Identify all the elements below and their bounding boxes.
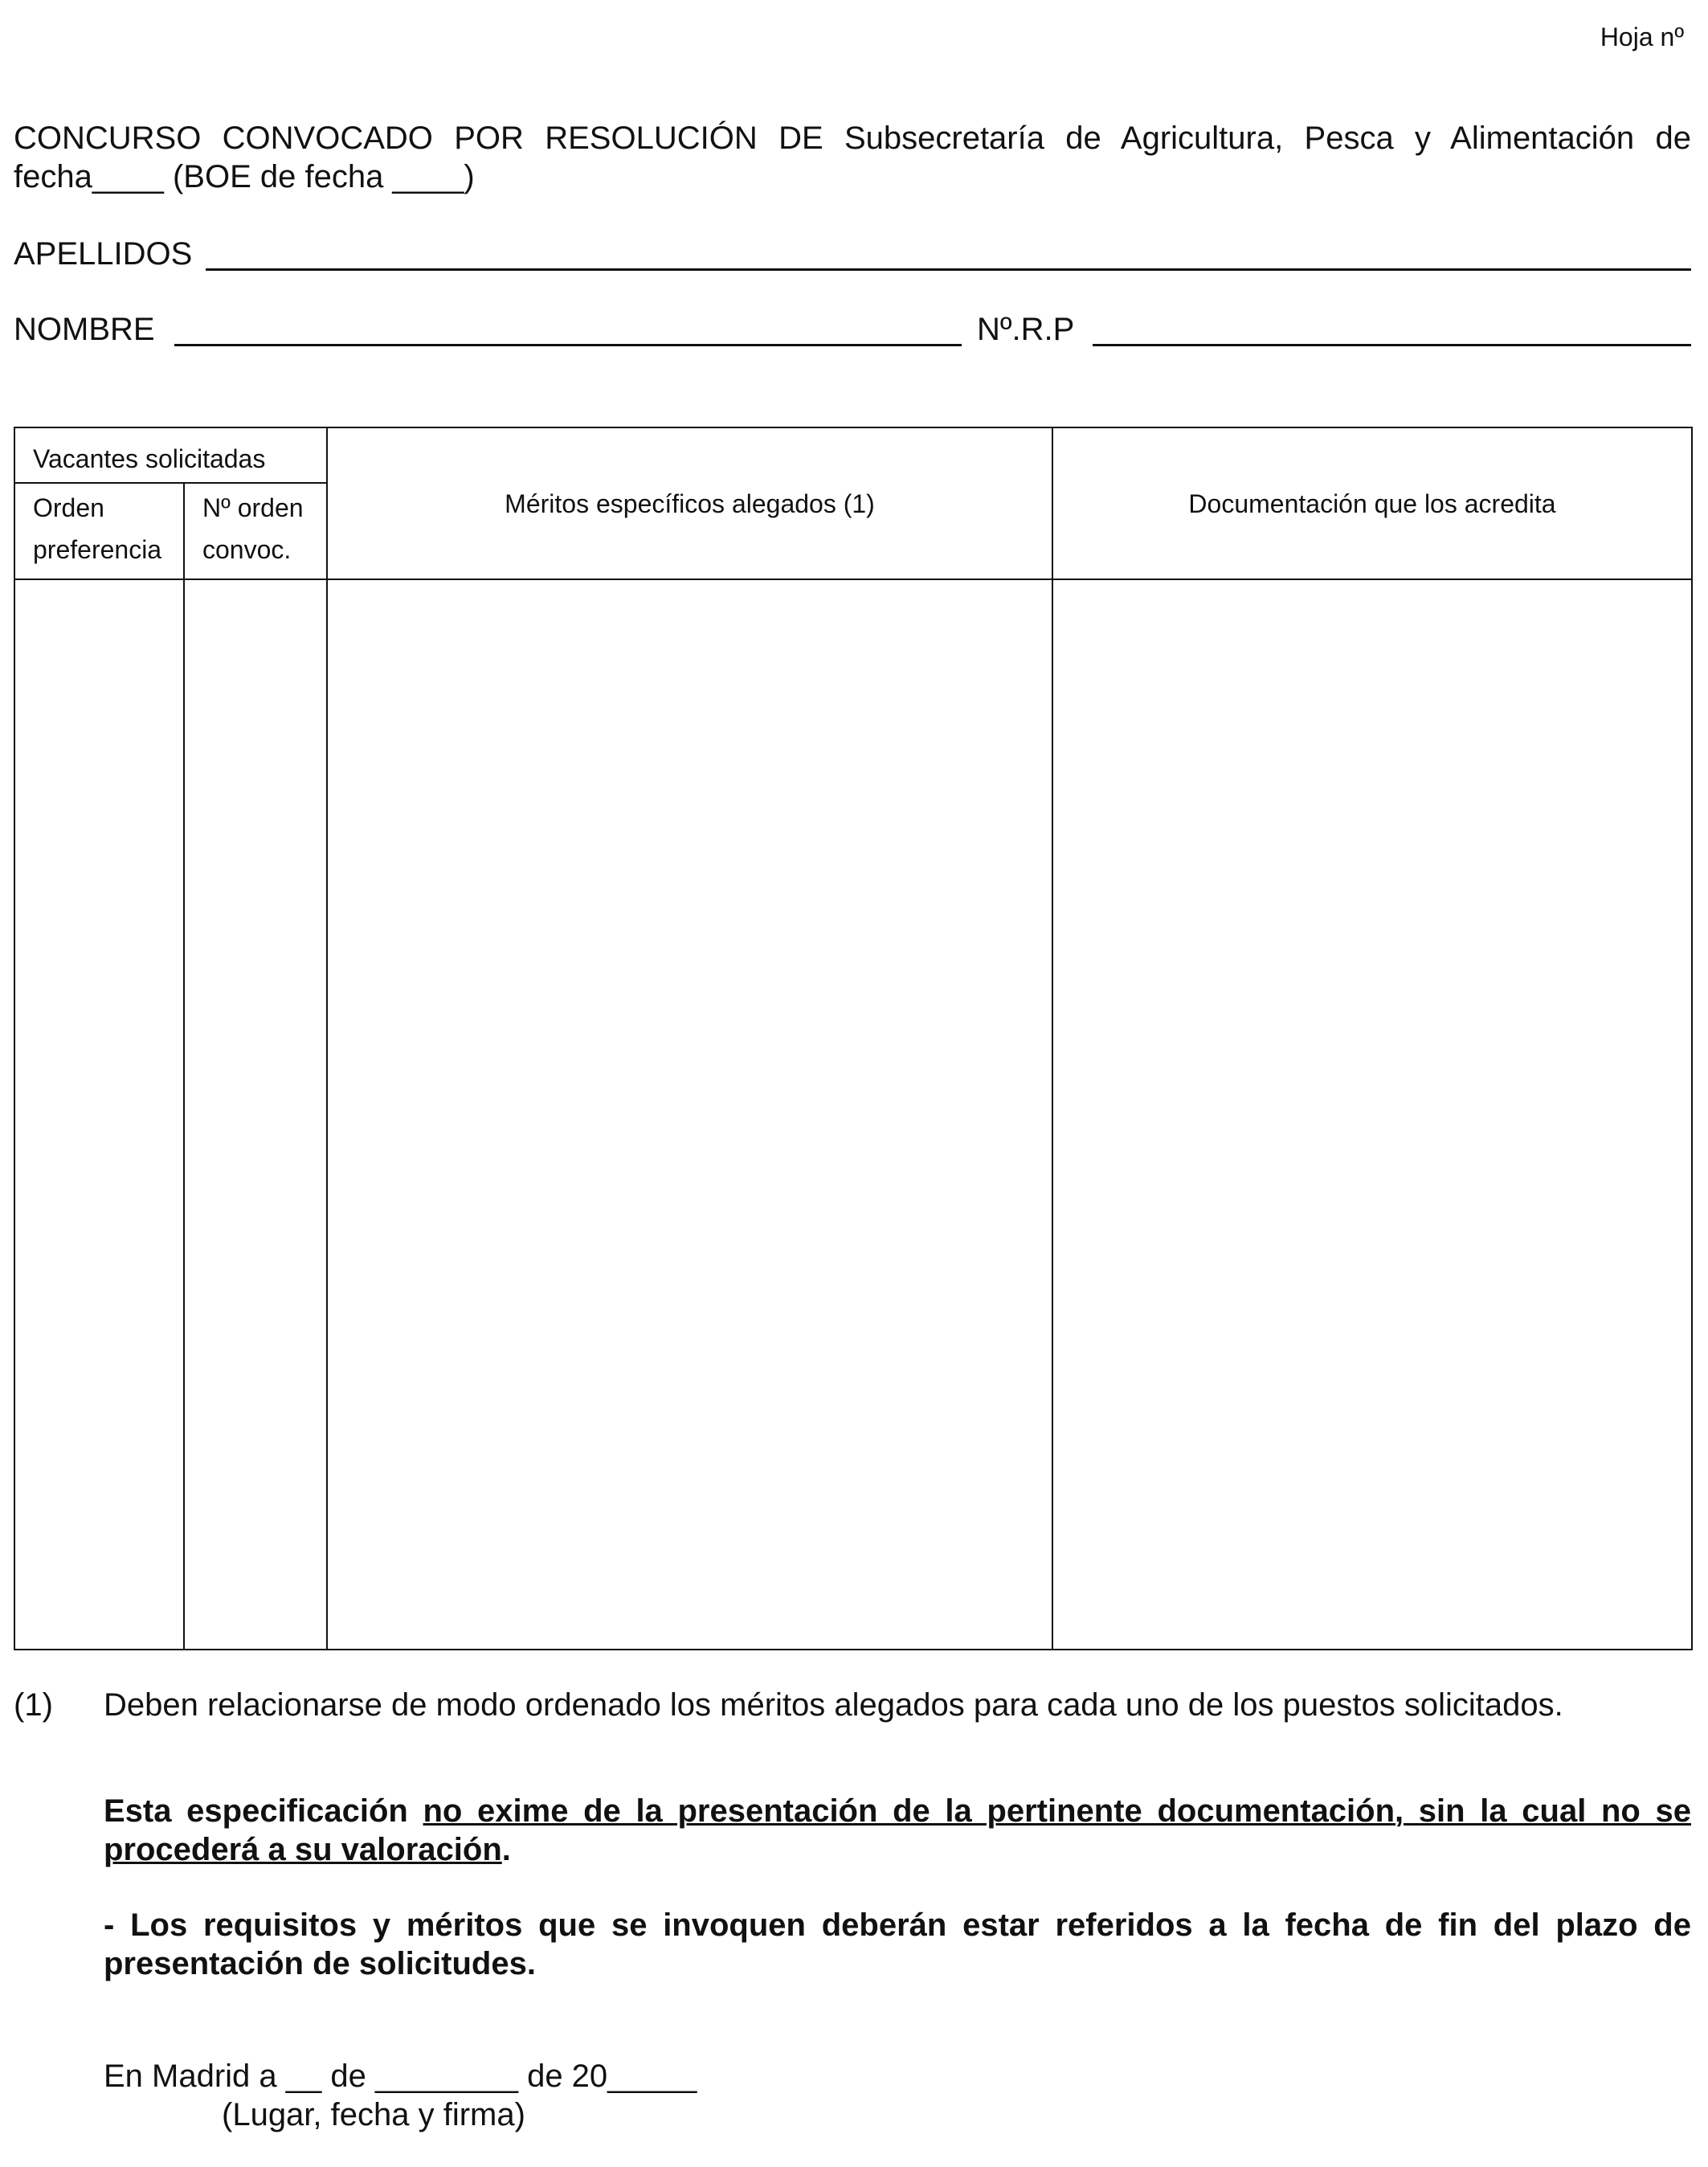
documentation-notice-underlined: no exime de la presentación de la pertinente documentación, sin la cual no se procederá a su valoración: [104, 1793, 1691, 1867]
signature-caption: (Lugar, fecha y firma): [222, 2097, 525, 2132]
orden-convoc-cell[interactable]: [184, 579, 327, 1650]
orden-preferencia-header: [14, 483, 184, 579]
requirements-notice: - Los requisitos y méritos que se invoquen deberán estar referidos a la fecha de fin del plazo de presentación de solicitudes.: [104, 1907, 1691, 1981]
vacantes-group-label: Vacantes solicitadas: [33, 444, 266, 473]
merits-table: [14, 427, 1693, 1650]
orden-preferencia-line1: Orden: [33, 493, 104, 522]
documentacion-cell[interactable]: [1052, 579, 1692, 1650]
orden-preferencia-cell[interactable]: [14, 579, 184, 1650]
apellidos-label: APELLIDOS: [14, 236, 193, 272]
place-date-line: En Madrid a __ de ________ de 20_____: [104, 2059, 697, 2094]
footnote-number: (1): [14, 1687, 53, 1723]
orden-preferencia-line2: preferencia: [33, 535, 162, 564]
nrp-field[interactable]: [1093, 344, 1691, 346]
nombre-field[interactable]: [174, 344, 962, 346]
documentacion-column-header: Documentación que los acredita: [1052, 427, 1692, 579]
meritos-column-header: Méritos específicos alegados (1): [327, 427, 1052, 579]
nombre-label: NOMBRE: [14, 312, 155, 347]
nombre-row: [14, 312, 1691, 352]
vacantes-group-header: [14, 427, 327, 483]
orden-convoc-line1: Nº orden: [202, 493, 304, 522]
orden-convoc-line2: convoc.: [202, 535, 292, 564]
orden-convoc-header: [184, 483, 327, 579]
footnote-text: Deben relacionarse de modo ordenado los méritos alegados para cada uno de los puestos solicitados.: [104, 1687, 1563, 1723]
documentation-notice: [104, 1792, 1691, 1869]
contest-heading: CONCURSO CONVOCADO POR RESOLUCIÓN DE Subsecretaría de Agricultura, Pesca y Alimentación de fecha____ (BOE de fecha ____): [14, 121, 1691, 194]
apellidos-field[interactable]: [206, 268, 1691, 271]
apellidos-row: [14, 236, 1691, 276]
nrp-label: Nº.R.P: [977, 312, 1075, 347]
documentation-notice-lead: Esta especificación: [104, 1793, 423, 1829]
meritos-cell[interactable]: [327, 579, 1052, 1650]
sheet-number-label: Hoja nº: [1600, 22, 1684, 51]
documentation-notice-tail: .: [501, 1832, 511, 1867]
